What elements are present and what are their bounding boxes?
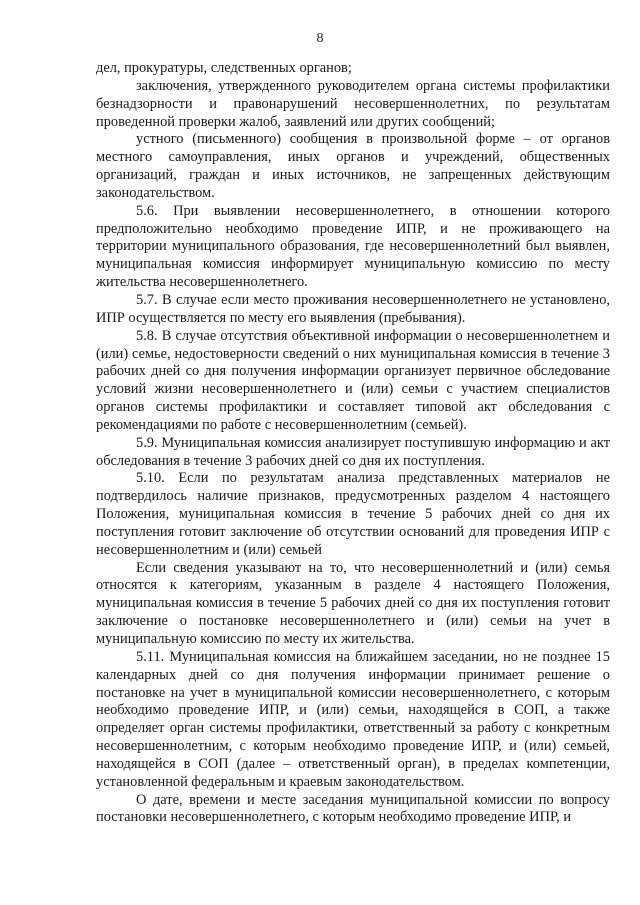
paragraph-conclusions: заключения, утвержденного руководителем органа системы профилактики безнадзорности и правонарушений несовершеннолетних, по результатам проведенной проверки жалоб, заявлений или других сообщений; (96, 77, 610, 130)
paragraph-5-9: 5.9. Муниципальная комиссия анализирует поступившую информацию и акт обследования в течение 3 рабочих дней со дня их поступления. (96, 434, 610, 469)
paragraph-5-6: 5.6. При выявлении несовершеннолетнего, в отношении которого предположительно необходимо проведение ИПР, и не проживающего на территории муниципального образования, где несовершеннолетний был выявлен, муниципальная комиссия информирует муниципальную комиссию по месту жительства несовершеннолетнего. (96, 202, 610, 291)
document-body (96, 60, 610, 827)
paragraph-5-10: 5.10. Если по результатам анализа представленных материалов не подтвердилось наличие признаков, предусмотренных разделом 4 настоящего Положения, муниципальная комиссия в течение 5 рабочих дней со дня их поступления готовит заключение об отсутствии оснований для проведения ИПР с несовершеннолетним и (или) семьей (96, 470, 610, 558)
page-number: 8 (316, 31, 324, 46)
paragraph-oral-written-message: устного (письменного) сообщения в произвольной форме – от органов местного самоуправления, иных органов и учреждений, общественных организаций, граждан и иных источников, не запрещенных действующим законодательством. (96, 131, 610, 201)
paragraph-5-11: 5.11. Муниципальная комиссия на ближайшем заседании, но не позднее 15 календарных дней со дня получения информации принимает решение о постановке на учет в муниципальной комиссии несовершеннолетнего, с которым необходимо проведение ИПР, и (или) семьи, находящейся в СОП, а также определяет орган системы профилактики, ответственный за работу с конкретным несовершеннолетним, с которым необходимо проведение ИПР, и (или) семьей, находящейся в СОП (далее – ответственный орган), в пределах компетенции, установленной федеральным и краевым законодательством. (96, 648, 610, 790)
paragraph-sources-end: дел, прокуратуры, следственных органов; (96, 60, 352, 76)
paragraph-5-8: 5.8. В случае отсутствия объективной информации о несовершеннолетнем и (или) семье, недостоверности сведений о них муниципальная комиссия в течение 3 рабочих дней со дня получения информации организует первичное обследование условий жизни несовершеннолетнего и (или) семьи с участием специалистов органов системы профилактики и составляет типовой акт обследования с рекомендациями по работе с несовершеннолетним (семьей). (96, 327, 610, 433)
paragraph-5-7: 5.7. В случае если место проживания несовершеннолетнего не установлено, ИПР осуществляется по месту его выявления (пребывания). (96, 291, 610, 326)
paragraph-5-10-continued: Если сведения указывают на то, что несовершеннолетний и (или) семья относятся к категориям, указанным в разделе 4 настоящего Положения, муниципальная комиссия в течение 5 рабочих дней со дня их поступления готовит заключение о постановке несовершеннолетнего и (или) семьи на учет в муниципальную комиссию по месту их жительства. (96, 559, 610, 647)
paragraph-meeting-notice: О дате, времени и месте заседания муниципальной комиссии по вопросу постановки несовершеннолетнего, с которым необходимо проведение ИПР, и (96, 791, 610, 826)
